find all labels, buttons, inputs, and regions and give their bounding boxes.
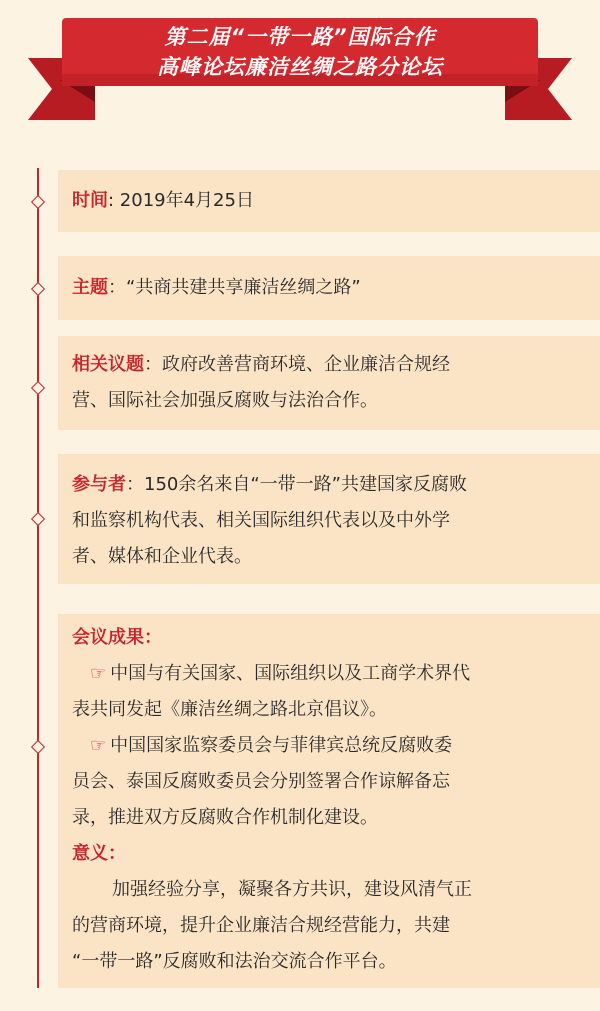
timeline-marker xyxy=(31,381,45,395)
results-card xyxy=(58,614,600,988)
result2-line2: 员会、泰国反腐败委员会分别签署合作谅解备忘 xyxy=(72,771,450,792)
title-banner xyxy=(0,0,600,125)
theme-value: “共商共建共享廉洁丝绸之路” xyxy=(126,277,361,298)
participants-line2: 和监察机构代表、相关国际组织代表以及中外学 xyxy=(72,510,450,531)
participants-colon: ： xyxy=(126,474,144,495)
time-colon: : xyxy=(108,190,120,211)
topics-card xyxy=(58,336,600,430)
result1-line2: 表共同发起《廉洁丝绸之路北京倡议》。 xyxy=(72,699,387,720)
topics-colon: ： xyxy=(144,354,162,375)
timeline-marker xyxy=(31,512,45,526)
banner-title-line2: 高峰论坛廉洁丝绸之路分论坛 xyxy=(157,55,443,79)
time-card xyxy=(58,170,600,232)
theme-label: 主题 xyxy=(72,277,108,298)
participants-card xyxy=(58,454,600,584)
topics-line1: 政府改善营商环境、企业廉洁合规经 xyxy=(162,354,450,375)
participants-line1: 150余名来自“一带一路”共建国家反腐败 xyxy=(144,474,468,495)
result2-line1: 中国国家监察委员会与菲律宾总统反腐败委 xyxy=(110,735,453,756)
theme-colon: ： xyxy=(108,277,126,298)
theme-card xyxy=(58,256,600,320)
significance-label: 意义： xyxy=(72,843,126,864)
banner-title-line1: 第二届“一带一路”国际合作 xyxy=(164,25,436,49)
participants-line3: 者、媒体和企业代表。 xyxy=(72,546,252,567)
result1-line1: 中国与有关国家、国际组织以及工商学术界代 xyxy=(110,663,471,684)
timeline-marker xyxy=(31,195,45,209)
result2-line3: 录，推进双方反腐败合作机制化建设。 xyxy=(72,807,378,828)
pointing-hand-icon: ☞ xyxy=(90,735,107,756)
significance-line3: “一带一路”反腐败和法治交流合作平台。 xyxy=(72,951,397,972)
pointing-hand-icon: ☞ xyxy=(90,663,107,684)
time-label: 时间 xyxy=(72,190,108,211)
topics-label: 相关议题 xyxy=(72,354,144,375)
significance-line1: 加强经验分享，凝聚各方共识，建设风清气正 xyxy=(112,879,472,900)
time-value: 2019年4月25日 xyxy=(119,190,254,211)
timeline-marker xyxy=(31,740,45,754)
results-label: 会议成果： xyxy=(72,627,162,648)
banner-title xyxy=(100,22,500,82)
significance-line2: 的营商环境，提升企业廉洁合规经营能力，共建 xyxy=(72,915,450,936)
topics-line2: 营、国际社会加强反腐败与法治合作。 xyxy=(72,390,378,411)
timeline-marker xyxy=(31,282,45,296)
participants-label: 参与者 xyxy=(72,474,126,495)
